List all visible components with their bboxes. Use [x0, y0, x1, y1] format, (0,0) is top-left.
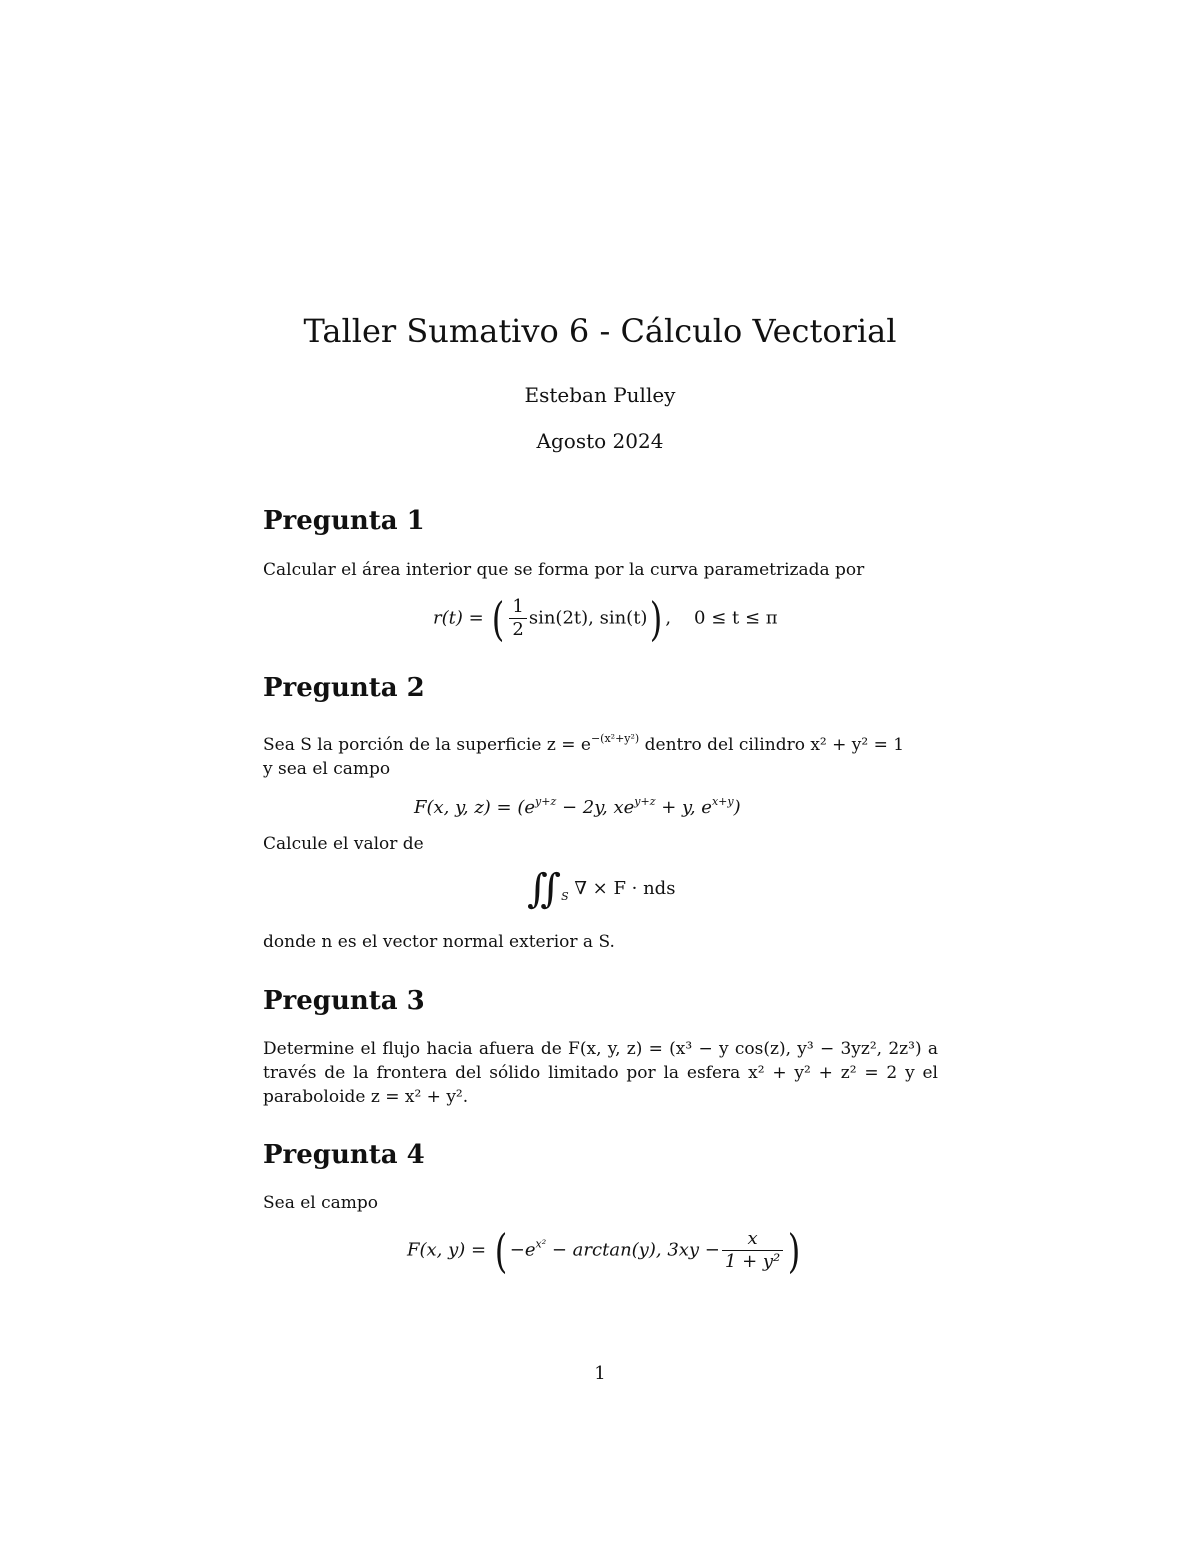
document-date: Agosto 2024: [536, 429, 664, 453]
document-title: Taller Sumativo 6 - Cálculo Vectorial: [303, 312, 897, 350]
q3-text: Determine el flujo hacia afuera de F(x, y, z) = (x³ − y cos(z), y³ − 3yz², 2z³) a través de la frontera del sólido limitado por la esfera x² + y² + z² = 2 y el paraboloide z = x² + y².: [263, 1039, 938, 1107]
q1-equation: r(t) = ( $\frac{1}{2}$ sin(2t), sin(t)) , 0 ≤ t ≤ π: [433, 591, 778, 646]
q2-field-end: ): [733, 797, 741, 818]
double-integral-icon: ∬: [527, 866, 562, 912]
q2-field-mid2: + y, e: [655, 797, 712, 818]
q4-eq-sup: x²: [535, 1237, 547, 1251]
q2-calc-text: Calcule el valor de: [263, 834, 424, 854]
q2-text-sup: −(x²+y²): [590, 732, 640, 745]
q2-text-a: Sea S la porción de la superficie z = e: [263, 735, 591, 755]
q4-frac-num: x: [722, 1228, 783, 1251]
q2-field-equation: [414, 795, 741, 818]
q2-field-mid: − 2y, xe: [556, 797, 635, 818]
q2-integral: [527, 866, 675, 912]
q4-eq-part2: − arctan(y), 3xy −: [546, 1239, 720, 1261]
q1-text: Calcular el área interior que se forma por la curva parametrizada por: [263, 560, 865, 580]
q4-heading: Pregunta 4: [263, 1140, 425, 1170]
q2-text-b: dentro del cilindro x² + y² = 1: [639, 735, 905, 755]
q2-text: [263, 727, 938, 781]
q1-heading: Pregunta 1: [263, 506, 425, 536]
q4-text: Sea el campo: [263, 1193, 379, 1213]
q2-field-lhs: F(x, y, z) = (e: [414, 797, 536, 818]
q1-eq-range: 0 ≤ t ≤ π: [694, 607, 778, 629]
q2-field-sup1: y+z: [535, 795, 557, 808]
q2-integral-sub: S: [561, 890, 569, 903]
q1-eq-lhs: r(t) =: [433, 607, 484, 629]
q2-field-sup3: x+y: [711, 795, 734, 808]
document-author: Esteban Pulley: [524, 383, 676, 407]
q1-eq-inner: sin(2t), sin(t): [528, 607, 648, 629]
q4-frac-den: 1 + y²: [724, 1251, 781, 1272]
q2-heading: Pregunta 2: [263, 673, 425, 703]
q4-eq-lhs: F(x, y) =: [407, 1239, 487, 1261]
q2-field-sup2: y+z: [634, 795, 656, 808]
q4-equation: F(x, y) = ( $-e^{x^2} - \arctan(y)$, 3xy − $\frac{x}{\text{1 + y²}}$ ): [407, 1223, 801, 1278]
q2-text-c: y sea el campo: [263, 759, 391, 779]
q2-after-text: donde n es el vector normal exterior a S.: [263, 932, 615, 952]
q1-frac-num: 1: [509, 596, 526, 619]
q3-heading: Pregunta 3: [263, 986, 425, 1016]
page-number: 1: [594, 1363, 606, 1384]
q2-integral-body: ∇ × F · nds: [574, 878, 676, 899]
q1-frac-den: 2: [512, 619, 524, 640]
q4-eq-part1: −e: [509, 1239, 536, 1261]
